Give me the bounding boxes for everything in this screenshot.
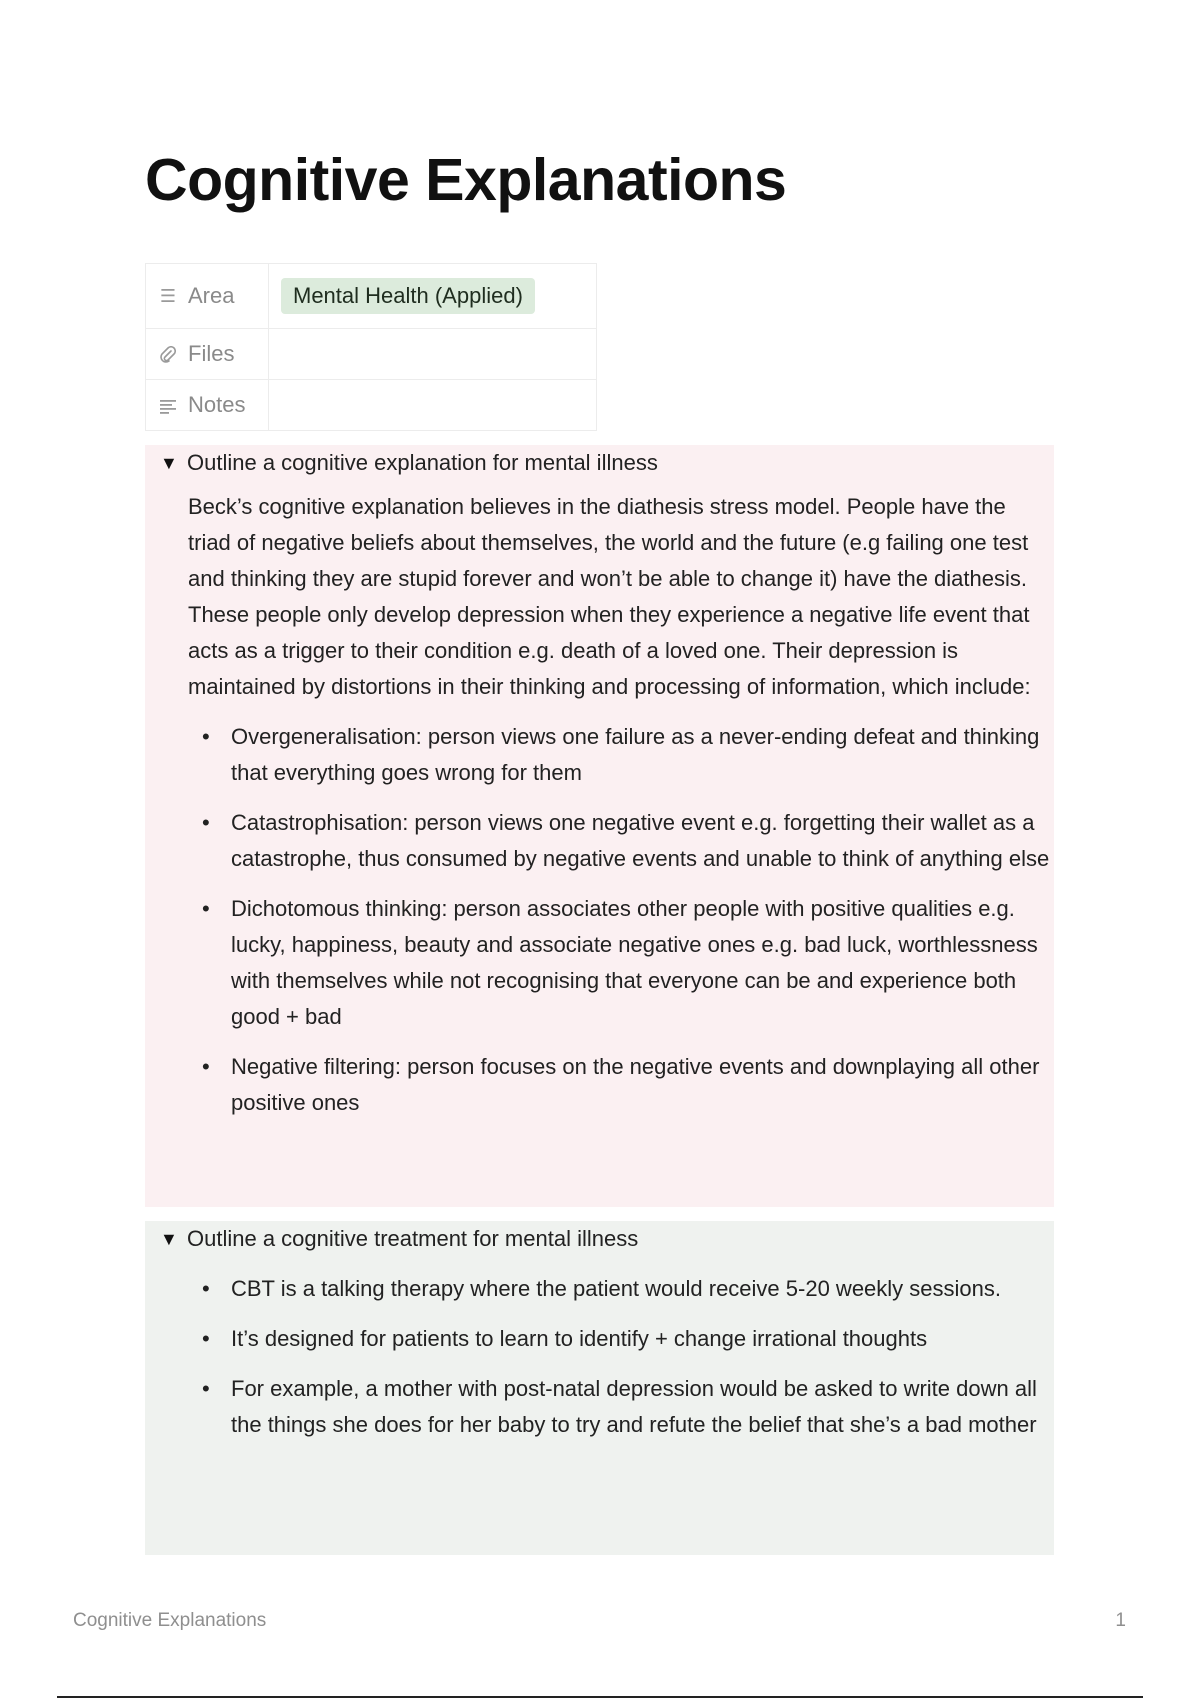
bullet-icon: • xyxy=(202,810,210,835)
text-lines-icon xyxy=(158,395,178,416)
property-label-files: Files xyxy=(188,341,235,367)
toggle-block-explanation xyxy=(145,445,1054,1207)
property-row-files xyxy=(146,329,597,380)
list-item-text: Catastrophisation: person views one negative event e.g. forgetting their wallet as a catastrophe, thus consumed by negative events and unable to think of anything else xyxy=(231,810,1050,871)
properties-table xyxy=(145,263,597,431)
bullet-icon: • xyxy=(202,1326,210,1351)
property-label-notes: Notes xyxy=(188,392,246,418)
toggle-header-explanation[interactable] xyxy=(145,445,1054,481)
toggle-block-treatment xyxy=(145,1221,1054,1555)
bullet-icon: • xyxy=(202,1376,210,1401)
list-icon: ☰ xyxy=(159,286,177,307)
property-value-area[interactable] xyxy=(269,264,597,329)
property-value-files[interactable] xyxy=(269,329,597,380)
bullet-icon: • xyxy=(202,724,210,749)
property-value-notes[interactable] xyxy=(269,380,597,431)
property-key-area[interactable] xyxy=(146,264,269,329)
property-key-files[interactable] xyxy=(146,329,269,380)
toggle-heading: Outline a cognitive treatment for mental illness xyxy=(187,1226,639,1251)
footer-title: Cognitive Explanations xyxy=(73,1610,267,1631)
list-item-text: For example, a mother with post-natal depression would be asked to write down all the things she does for her baby to try and refute the belief that she’s a bad mother xyxy=(231,1376,1037,1437)
property-label-area: Area xyxy=(188,283,235,309)
list-item xyxy=(188,1371,1050,1443)
footer-page-number: 1 xyxy=(1115,1610,1126,1631)
list-item xyxy=(188,1271,1050,1307)
list-item-text: CBT is a talking therapy where the patient would receive 5-20 weekly sessions. xyxy=(231,1276,1001,1301)
distortions-list xyxy=(188,719,1050,1121)
toggle-body-explanation xyxy=(145,489,1054,1121)
list-item-text: Negative filtering: person focuses on the negative events and downplaying all other positive ones xyxy=(231,1054,1040,1115)
area-tag[interactable]: Mental Health (Applied) xyxy=(281,278,535,314)
page-title: Cognitive Explanations xyxy=(145,147,787,213)
property-row-notes xyxy=(146,380,597,431)
toggle-body-treatment xyxy=(145,1271,1054,1443)
list-item xyxy=(188,719,1050,791)
list-item xyxy=(188,891,1050,1035)
bullet-icon: • xyxy=(202,1276,210,1301)
bullet-icon: • xyxy=(202,896,210,921)
list-item-text: Dichotomous thinking: person associates other people with positive qualities e.g. lucky, happiness, beauty and associate negative ones e.g. bad luck, worthlessness with themselves while not recognising that everyone can be and experience both good + bad xyxy=(231,896,1038,1029)
list-item xyxy=(188,1049,1050,1121)
footer-divider xyxy=(57,1696,1143,1698)
toggle-heading: Outline a cognitive explanation for mental illness xyxy=(187,450,658,475)
toggle-triangle-icon[interactable]: ▼ xyxy=(160,1229,178,1249)
list-item-text: It’s designed for patients to learn to identify + change irrational thoughts xyxy=(231,1326,928,1351)
toggle-header-treatment[interactable] xyxy=(145,1221,1054,1257)
toggle-triangle-icon[interactable]: ▼ xyxy=(160,453,178,473)
bullet-icon: • xyxy=(202,1054,210,1079)
list-item-text: Overgeneralisation: person views one failure as a never-ending defeat and thinking that everything goes wrong for them xyxy=(231,724,1040,785)
treatment-list xyxy=(188,1271,1050,1443)
property-key-notes[interactable] xyxy=(146,380,269,431)
explanation-paragraph: Beck’s cognitive explanation believes in the diathesis stress model. People have the triad of negative beliefs about themselves, the world and the future (e.g failing one test and thinking they are stupid forever and won’t be able to change it) have the diathesis. These people only develop depression when they experience a negative life event that acts as a trigger to their condition e.g. death of a loved one. Their depression is maintained by distortions in their thinking and processing of information, which include: xyxy=(188,494,1031,699)
property-row-area xyxy=(146,264,597,329)
list-item xyxy=(188,1321,1050,1357)
paperclip-icon xyxy=(158,344,178,365)
list-item xyxy=(188,805,1050,877)
